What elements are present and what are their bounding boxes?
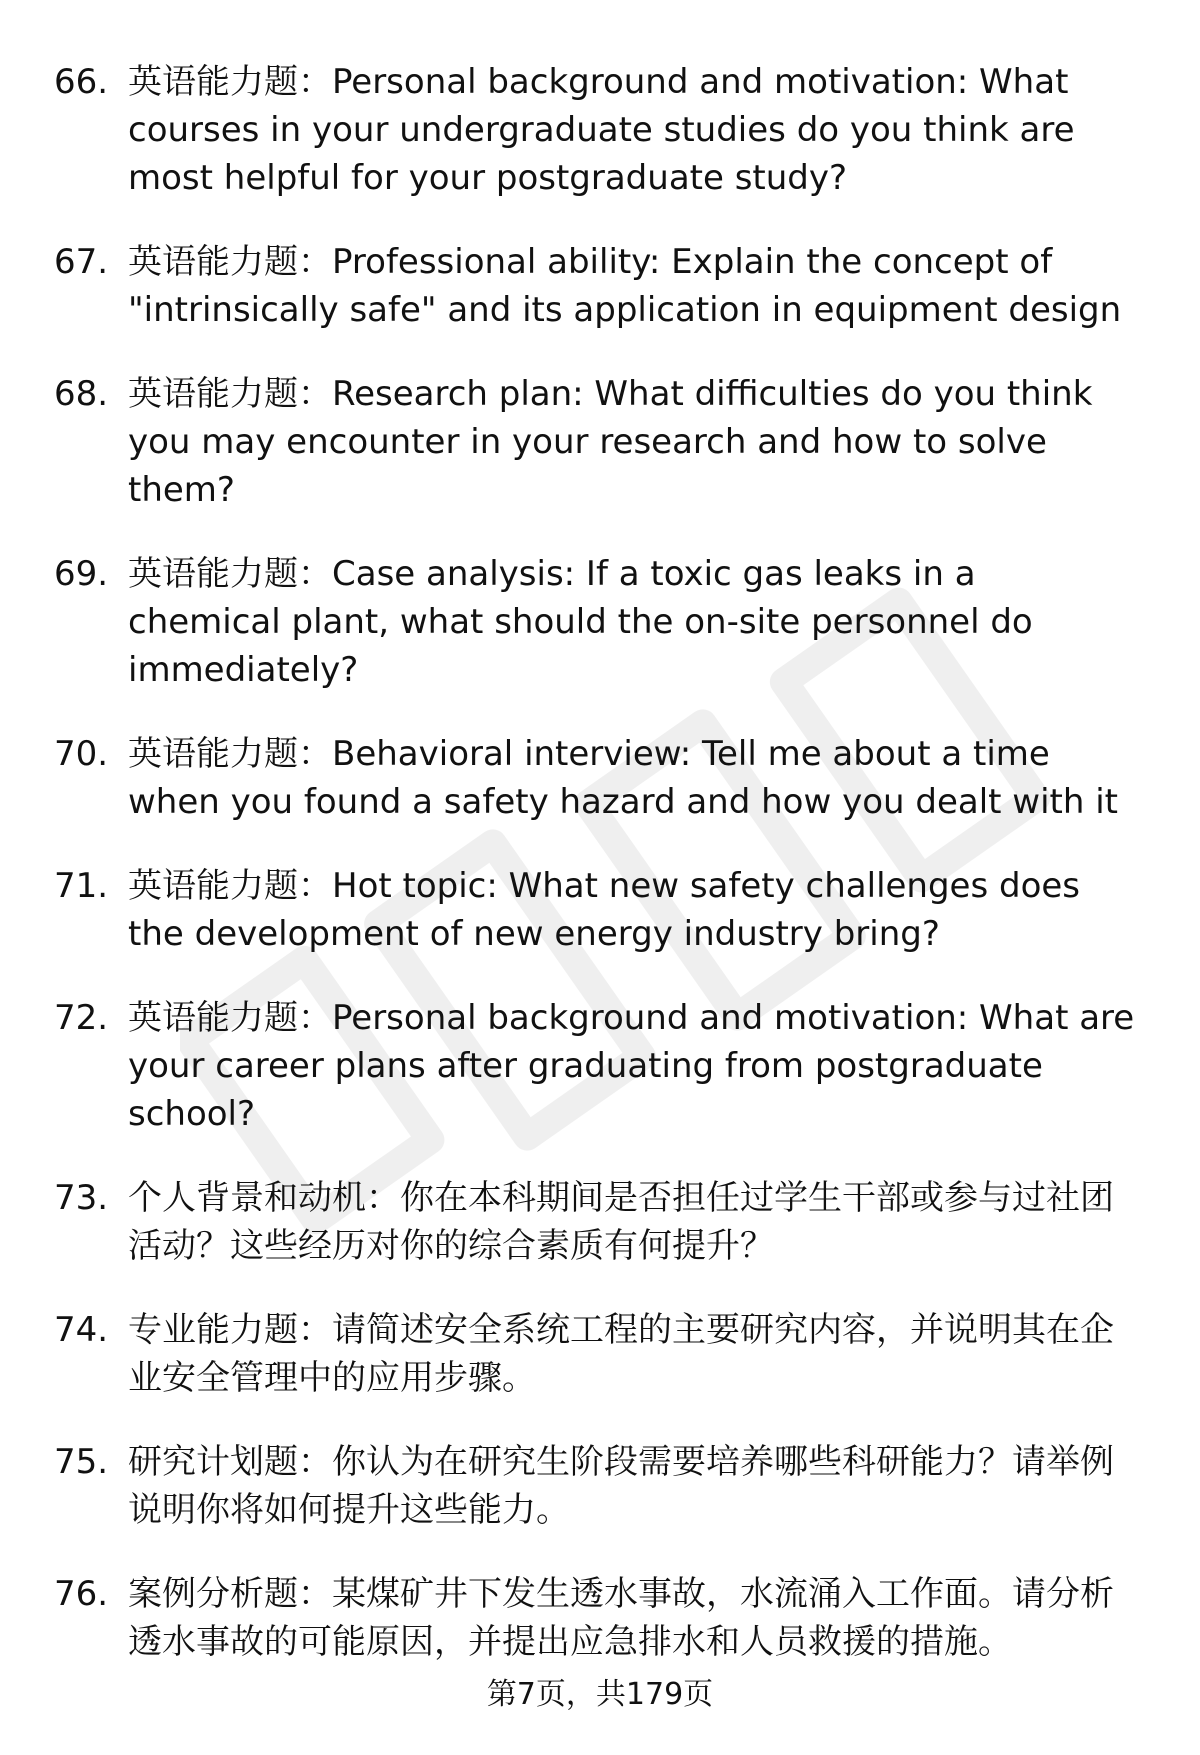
question-item (0, 994, 1200, 1138)
question-text: 英语能力题：Professional ability: Explain the concept of "intrinsically safe" and its application in equipment design (128, 242, 1122, 330)
question-text: 案例分析题：某煤矿井下发生透水事故，水流涌入工作面。请分析透水事故的可能原因，并提出应急排水和人员救援的措施。 (128, 1574, 1114, 1662)
question-number: 67. (54, 242, 109, 282)
question-item (0, 1174, 1200, 1270)
question-item (0, 1570, 1200, 1666)
question-number: 71. (54, 866, 109, 906)
question-number: 69. (54, 554, 109, 594)
question-number: 75. (54, 1442, 109, 1482)
question-item (0, 238, 1200, 334)
question-text: 专业能力题：请简述安全系统工程的主要研究内容，并说明其在企业安全管理中的应用步骤。 (128, 1310, 1114, 1398)
page-footer (0, 1675, 1200, 1715)
question-text: 个人背景和动机：你在本科期间是否担任过学生干部或参与过社团活动？这些经历对你的综合素质有何提升？ (128, 1178, 1114, 1266)
question-number: 66. (54, 62, 109, 102)
question-item (0, 1306, 1200, 1402)
question-text: 英语能力题：Case analysis: If a toxic gas leaks in a chemical plant, what should the on-site personnel do immediately? (128, 554, 1033, 690)
question-list (0, 58, 1200, 1702)
question-text: 英语能力题：Behavioral interview: Tell me about a time when you found a safety hazard and how you dealt with it (128, 734, 1119, 822)
question-number: 68. (54, 374, 109, 414)
question-number: 74. (54, 1310, 109, 1350)
question-item (0, 1438, 1200, 1534)
question-text: 英语能力题：Hot topic: What new safety challenges does the development of new energy industry bring? (128, 866, 1081, 954)
question-text: 英语能力题：Personal background and motivation: What are your career plans after graduating from postgraduate school? (128, 998, 1135, 1134)
question-text: 英语能力题：Personal background and motivation: What courses in your undergraduate studies do you think are most helpful for your postgraduate study? (128, 62, 1075, 198)
question-number: 73. (54, 1178, 109, 1218)
question-text: 研究计划题：你认为在研究生阶段需要培养哪些科研能力？请举例说明你将如何提升这些能力。 (128, 1442, 1114, 1530)
question-number: 76. (54, 1574, 109, 1614)
page-number-label: 第7页，共179页 (486, 1677, 714, 1712)
question-item (0, 58, 1200, 202)
question-item (0, 862, 1200, 958)
question-number: 72. (54, 998, 109, 1038)
question-item (0, 550, 1200, 694)
question-number: 70. (54, 734, 109, 774)
question-text: 英语能力题：Research plan: What difficulties do you think you may encounter in your research and how to solve them? (128, 374, 1093, 510)
question-item (0, 370, 1200, 514)
question-item (0, 730, 1200, 826)
